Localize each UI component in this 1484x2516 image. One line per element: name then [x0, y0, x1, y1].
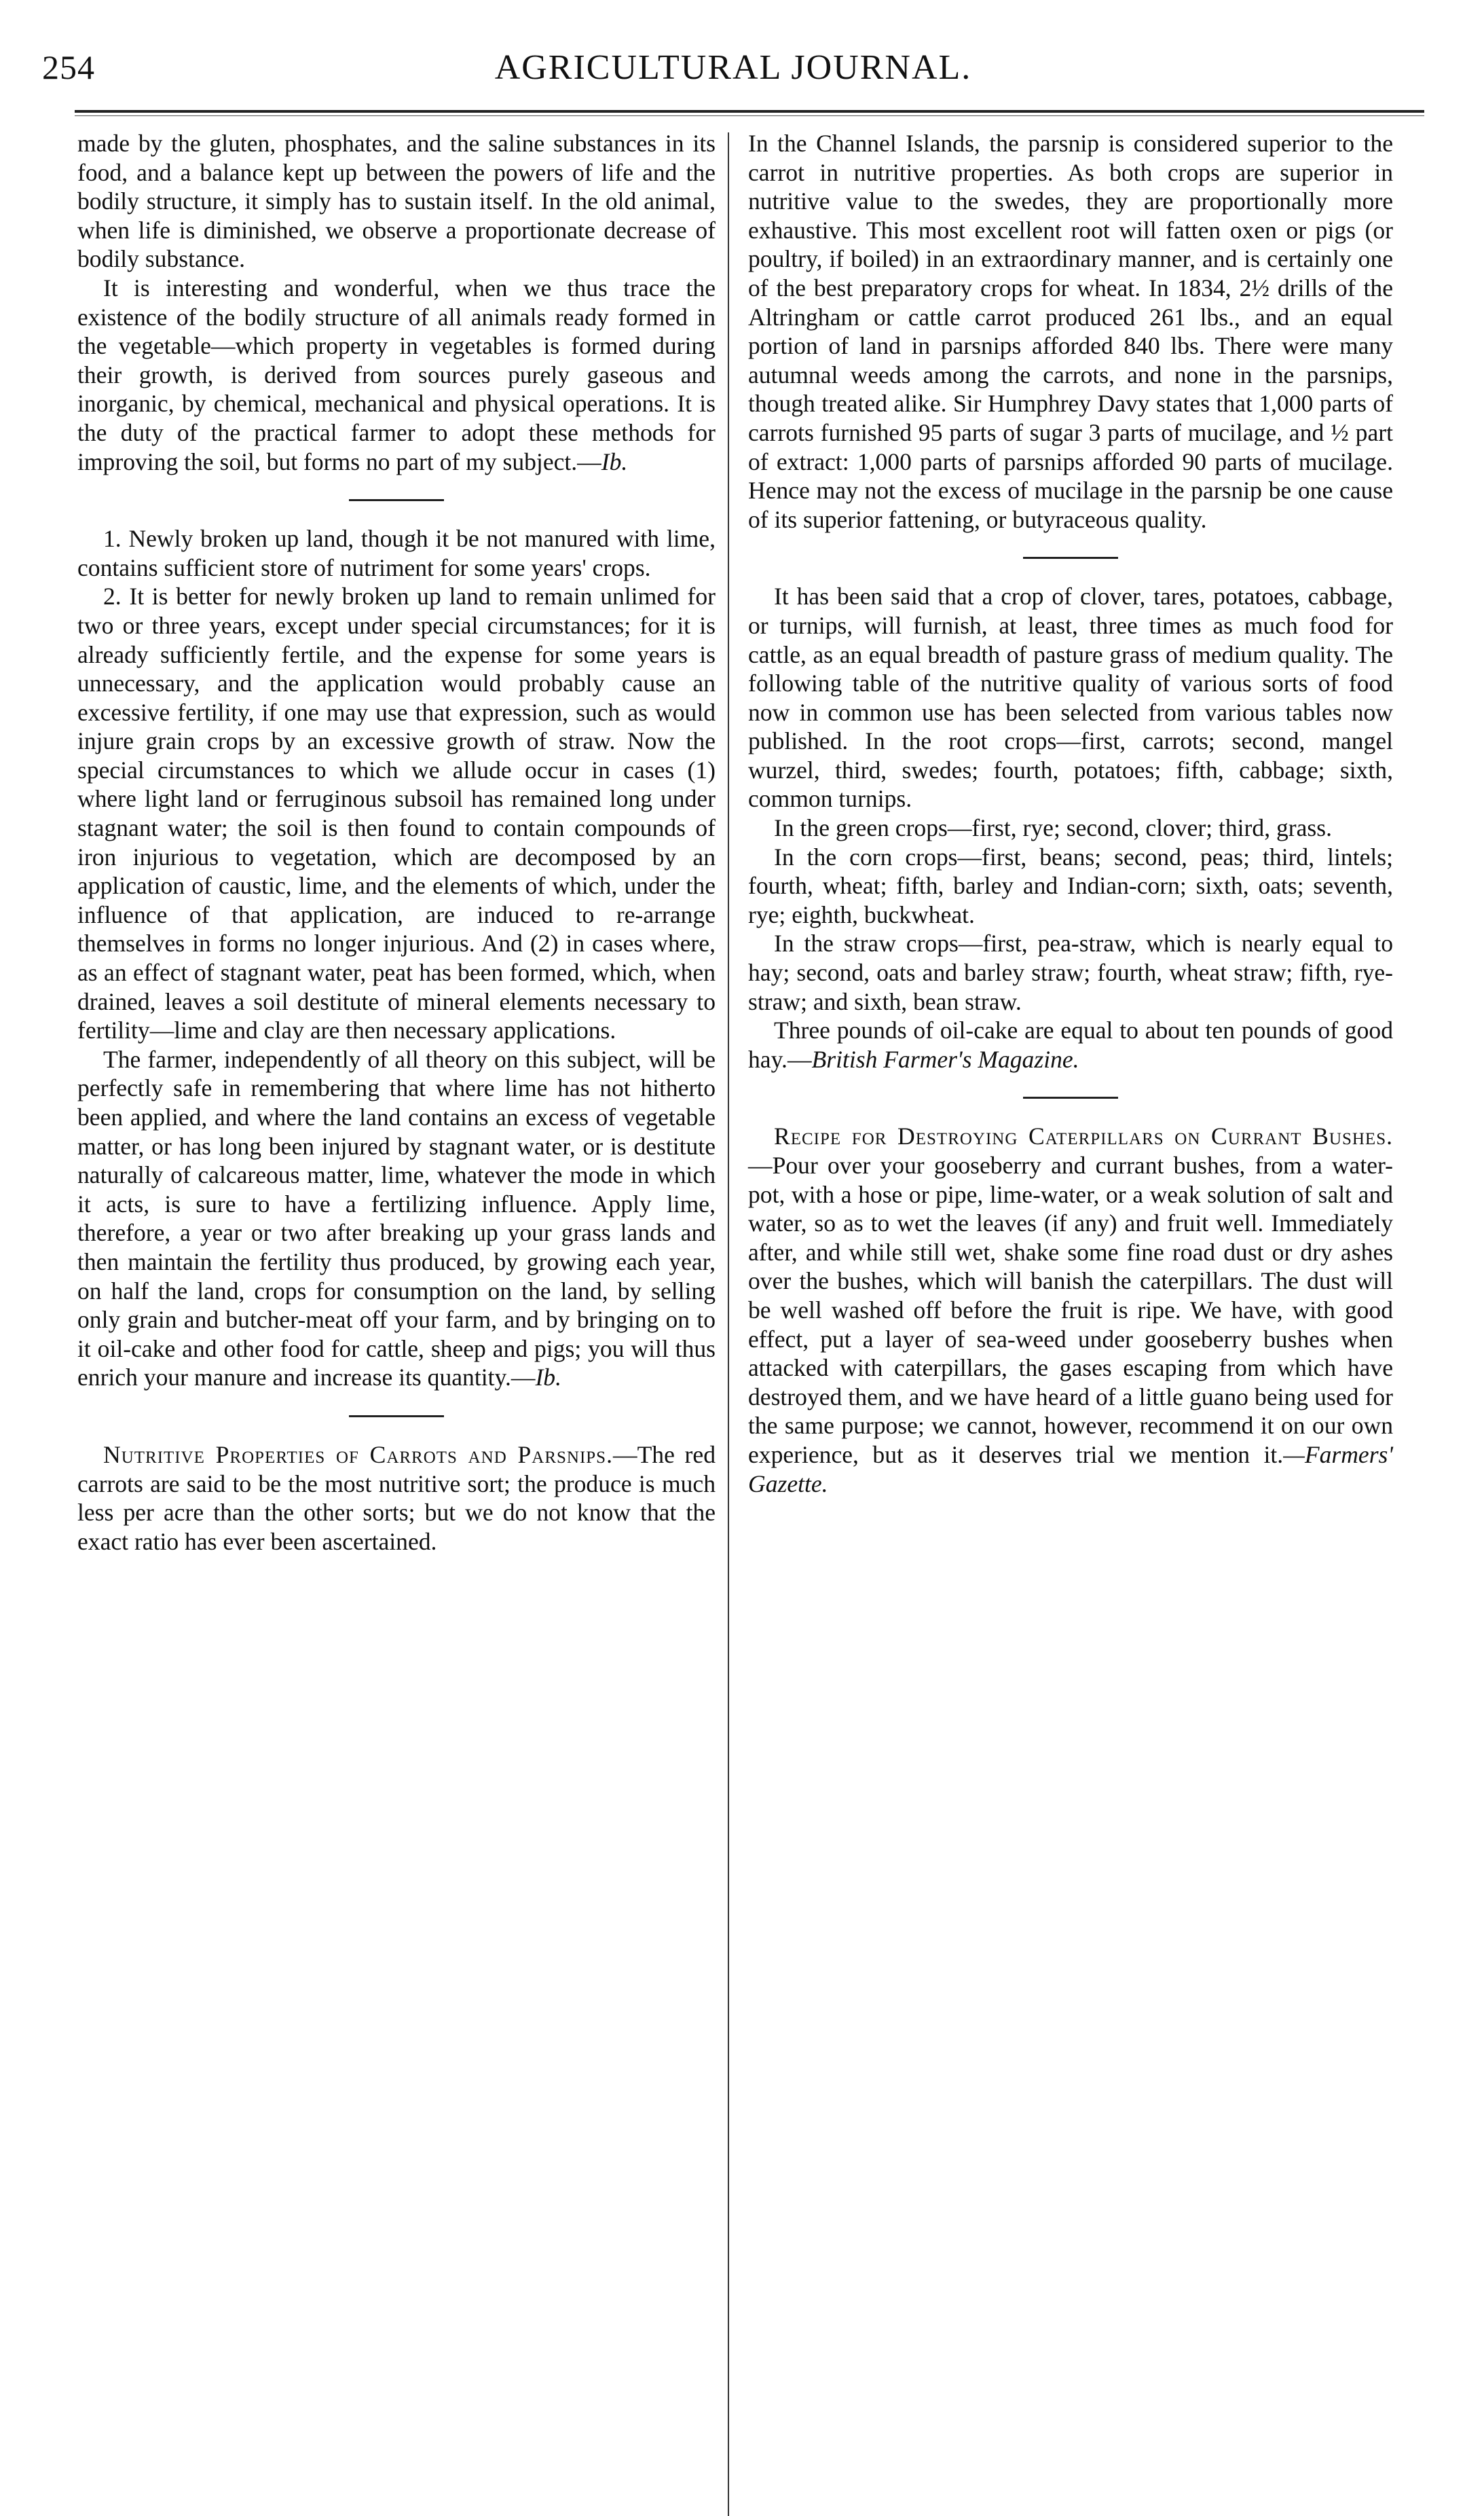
paragraph: In the corn crops—first, beans; second, peas; third, lintels; fourth, wheat; fifth, barley and Indian-corn; sixth, oats; seventh, rye; eighth, buckwheat.	[748, 843, 1393, 928]
paragraph: Three pounds of oil-cake are equal to about ten pounds of good hay.—British Farmer's Magazine.	[748, 1017, 1393, 1073]
section-divider	[349, 1415, 444, 1417]
section-divider	[349, 499, 444, 501]
numbered-list	[77, 524, 716, 1045]
paragraph: It has been said that a crop of clover, tares, potatoes, cabbage, or turnips, will furnish, at least, three times as much food for cattle, as an equal breadth of pasture grass of medium quality. The following table of the nutritive quality of various sorts of food now in common use has been selected from various tables now published. In the root crops—first, carrots; second, mangel wurzel, third, swedes; fourth, potatoes; fifth, cabbage; sixth, common turnips.	[748, 583, 1393, 813]
section-divider	[1023, 1097, 1118, 1099]
article-carrots: Nutritive Properties of Carrots and Parsnips.—The red carrots are said to be the most nutritive sort; the produce is much less per acre than the other sorts; but we do not know that the exact ratio has ever been ascertained.	[77, 1440, 716, 1555]
column-divider	[728, 132, 729, 2516]
section-divider	[1023, 557, 1118, 559]
source-citation: British Farmer's Magazine.	[811, 1045, 1079, 1073]
source-citation: Ib.	[535, 1364, 561, 1391]
paragraph: In the green crops—first, rye; second, clover; third, grass.	[774, 814, 1332, 842]
page-number: 254	[42, 48, 95, 86]
list-item: 2. It is better for newly broken up land to remain unlimed for two or three years, except under special circumstances; for it is already sufficiently fertile, and the expense for some years is unnecessary, and the application would probably cause an excessive fertility, if one may use that expression, such as would injure grain crops by an excessive growth of straw. Now the special circumstances to which we allude occur in cases (1) where light land or ferruginous subsoil has remained long under stagnant water; the soil is then found to contain compounds of iron injurious to vegetation, which are decomposed by an application of caustic, lime, and the elements of which, under the influence of that application, are induced to re-arrange themselves in forms no longer injurious. And (2) in cases where, as an effect of stagnant water, peat has been formed, which, when drained, leaves a soil destitute of mineral elements necessary to fertility—lime and clay are then necessary applications.	[77, 583, 716, 1044]
right-column	[748, 129, 1393, 1498]
source-citation: —Farmers' Gazette.	[748, 1440, 1393, 1497]
paragraph: In the straw crops—first, pea-straw, which is nearly equal to hay; second, oats and barley straw; fourth, wheat straw; fifth, rye-straw; and sixth, bean straw.	[748, 930, 1393, 1015]
paragraph: made by the gluten, phosphates, and the saline substances in its food, and a balance kept up between the powers of life and the bodily structure, it simply has to sustain itself. In the old animal, when life is diminished, we observe a proportionate decrease of bodily substance.	[77, 130, 716, 273]
left-column	[77, 129, 716, 1556]
paragraph: It is interesting and wonderful, when we thus trace the existence of the bodily structure of all animals ready formed in the vegetable—which property in vegetables is formed during their growth, is derived from sources purely gaseous and inorganic, by chemical, mechanical and physical operations. It is the duty of the practical farmer to adopt these methods for improving the soil, but forms no part of my subject.—Ib.	[77, 274, 716, 475]
paragraph: The farmer, independently of all theory on this subject, will be perfectly safe in remembering that where lime has not hitherto been applied, and where the land contains an excess of vegetable matter, or has long been injured by stagnant water, or is destitute naturally of calcareous matter, lime, whatever the mode in which it acts, is sure to have a fertilizing influence. Apply lime, therefore, a year or two after breaking up your grass lands and then maintain the fertility thus produced, by growing each year, on half the land, crops for consumption on the land, by selling only grain and butcher-meat off your farm, and by bringing on to it oil-cake and other food for cattle, sheep and pigs; you will thus enrich your manure and increase its quantity.—Ib.	[77, 1045, 716, 1391]
list-item: 1. Newly broken up land, though it be not manured with lime, contains sufficient store of nutriment for some years' crops.	[77, 525, 716, 581]
source-citation: Ib.	[601, 448, 628, 475]
page-header	[42, 43, 1424, 98]
header-rule-thin	[75, 115, 1424, 116]
paragraph: In the Channel Islands, the parsnip is considered superior to the carrot in nutritive properties. As both crops are superior in nutritive value to the swedes, they are proportionally more exhaustive. This most excellent root will fatten oxen or pigs (or poultry, if boiled) in an extraordinary manner, and is certainly one of the best preparatory crops for wheat. In 1834, 2½ drills of the Altringham or cattle carrot produced 261 lbs., and an equal portion of land in parsnips afforded 840 lbs. There were many autumnal weeds among the carrots, and none in the parsnips, though treated alike. Sir Humphrey Davy states that 1,000 parts of carrots furnished 95 parts of sugar 3 parts of mucilage, and ½ part of extract: 1,000 parts of parsnips afforded 90 parts of mucilage. Hence may not the excess of mucilage in the parsnip be one cause of its superior fattening, or butyraceous quality.	[748, 130, 1393, 533]
article-heading: Nutritive Properties of Carrots and Parsnips.	[103, 1440, 613, 1468]
article-recipe: Recipe for Destroying Caterpillars on Currant Bushes.—Pour over your gooseberry and currant bushes, from a water-pot, with a hose or pipe, lime-water, or a weak solution of salt and water, so as to wet the leaves (if any) and fruit well. Immediately after, and while still wet, shake some fine road dust or dry ashes over the bushes, which will banish the caterpillars. The dust will be well washed off before the fruit is ripe. We have, with good effect, put a layer of sea-weed under gooseberry bushes when attacked with caterpillars, the gases escaping from which have destroyed them, and we have heard of a little guano being used for the same purpose; we cannot, however, recommend it on our own experience, but as it deserves trial we mention it.—Farmers' Gazette.	[748, 1123, 1393, 1497]
article-heading: Recipe for Destroying Caterpillars on Currant Bushes.	[774, 1123, 1393, 1150]
header-rule	[75, 110, 1424, 113]
journal-title: AGRICULTURAL JOURNAL.	[494, 48, 972, 87]
